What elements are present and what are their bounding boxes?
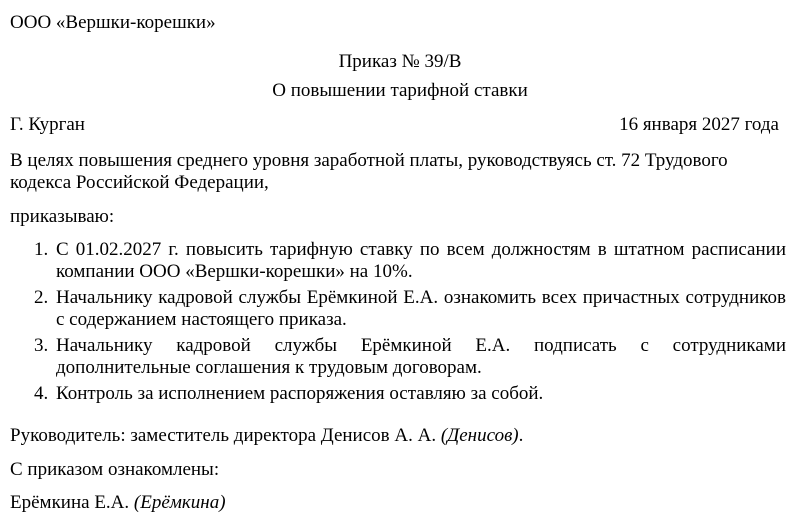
order-date: 16 января 2027 года	[619, 114, 779, 135]
employee-signature-line	[10, 492, 226, 514]
order-word: приказываю:	[10, 206, 115, 227]
order-subject: О повышении тарифной ставки	[272, 80, 528, 101]
head-label: Руководитель: заместитель директора Денисов А. А.	[10, 425, 437, 446]
list-item-text: Контроль за исполнением распоряжения оставляю за собой.	[56, 383, 544, 404]
list-item-number: 2.	[34, 287, 49, 308]
list-item	[0, 287, 800, 331]
order-title: Приказ № 39/В	[338, 51, 462, 72]
period: .	[518, 425, 524, 446]
company-name: ООО «Вершки-корешки»	[10, 12, 216, 33]
list-item-text: Начальнику кадровой службы Ерёмкиной Е.А. подписать с сотрудниками дополнительные соглашения к трудовым договорам.	[56, 335, 786, 378]
list-item	[0, 239, 800, 283]
order-items-list	[0, 239, 800, 409]
preamble: В целях повышения среднего уровня заработной платы, руководствуясь ст. 72 Трудового кодекса Российской Федерации,	[10, 150, 728, 193]
acquainted-label: С приказом ознакомлены:	[10, 459, 220, 480]
list-item	[0, 335, 800, 379]
list-item-number: 3.	[34, 335, 49, 356]
list-item	[0, 383, 800, 405]
list-item-number: 4.	[34, 383, 49, 404]
head-signature: (Денисов)	[440, 425, 519, 446]
city: Г. Курган	[10, 114, 85, 135]
employee-name: Ерёмкина Е.А.	[10, 492, 130, 513]
list-item-text: С 01.02.2027 г. повысить тарифную ставку по всем должностям в штатном расписании компании ООО «Вершки-корешки» на 10%.	[56, 239, 786, 282]
list-item-text: Начальнику кадровой службы Ерёмкиной Е.А. ознакомить всех причастных сотрудников с содержанием настоящего приказа.	[56, 287, 786, 330]
head-signature-line	[10, 425, 523, 447]
employee-signature: (Ерёмкина)	[133, 492, 226, 513]
list-item-number: 1.	[34, 239, 49, 260]
